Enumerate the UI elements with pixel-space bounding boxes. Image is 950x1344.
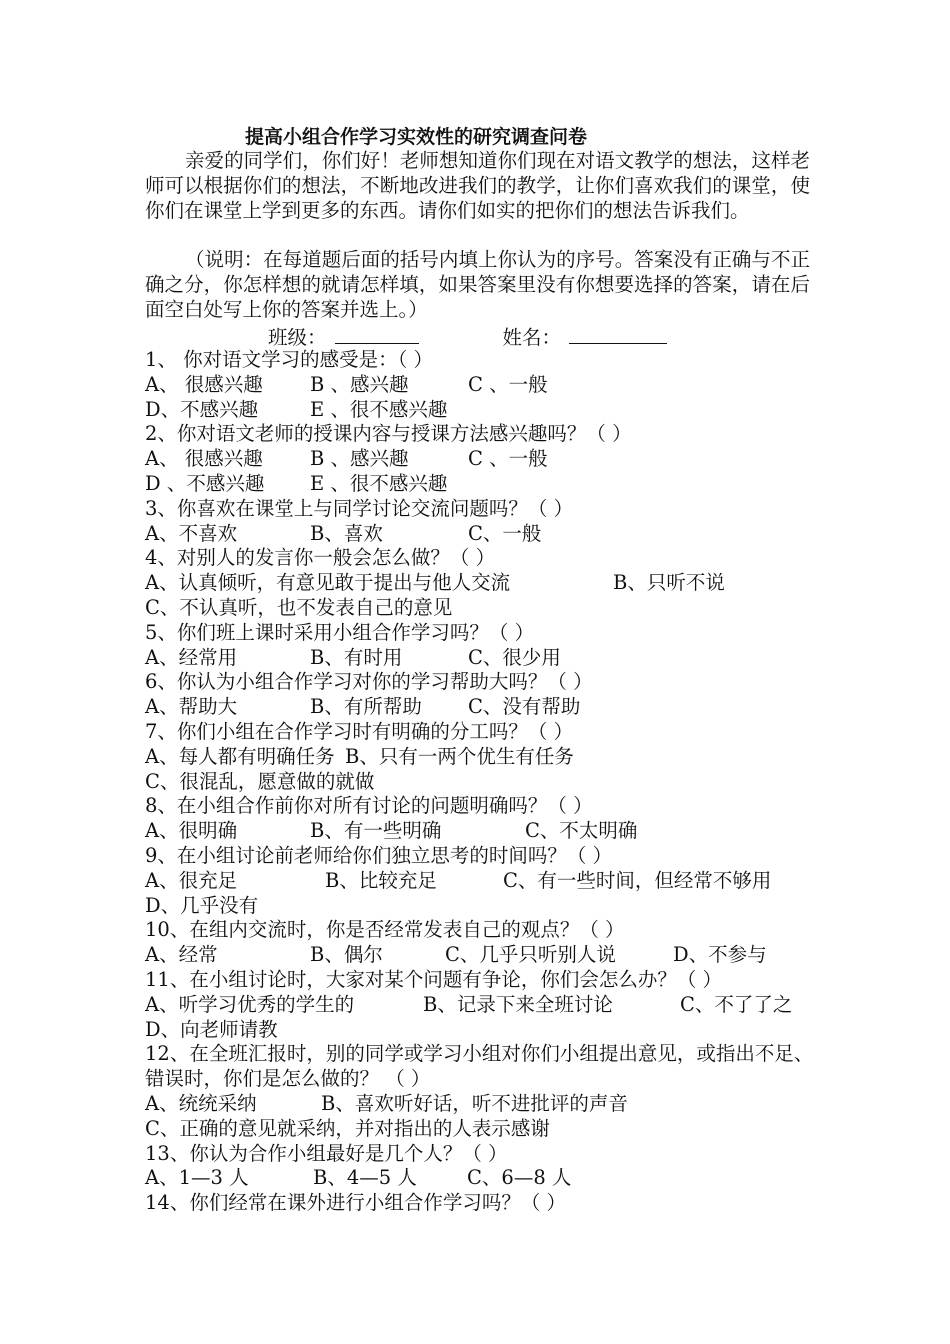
question-5: 5、你们班上课时采用小组合作学习吗？（ ） xyxy=(145,620,535,644)
answer-option: B 、感兴趣 xyxy=(310,447,409,471)
student-info-line xyxy=(268,324,667,350)
question-2: 2、你对语文老师的授课内容与授课方法感兴趣吗？（ ） xyxy=(145,422,632,446)
options-row xyxy=(145,447,825,472)
answer-option: D、几乎没有 xyxy=(145,893,259,917)
answer-option: A、认真倾听，有意见敢于提出与他人交流 xyxy=(145,571,511,595)
options-row xyxy=(145,819,825,844)
answer-option: A、统统采纳 xyxy=(145,1091,257,1115)
question-13: 13、你认为合作小组最好是几个人？（ ） xyxy=(145,1141,508,1165)
answer-option: B、偶尔 xyxy=(310,943,383,967)
class-label: 班级： xyxy=(268,326,327,349)
options-row xyxy=(145,373,825,398)
answer-option: C、不太明确 xyxy=(525,819,638,843)
options-row xyxy=(145,695,825,720)
question-7: 7、你们小组在合作学习时有明确的分工吗？（ ） xyxy=(145,719,574,743)
answer-option: C、几乎只听别人说 xyxy=(445,943,616,967)
answer-option: B、比较充足 xyxy=(325,868,437,892)
answer-option: C、不了了之 xyxy=(680,992,793,1016)
options-row xyxy=(145,596,825,621)
answer-option: C、不认真听，也不发表自己的意见 xyxy=(145,595,453,619)
instructions-note: （说明：在每道题后面的括号内填上你认为的序号。答案没有正确与不正确之分，你怎样想的就请怎样填，如果答案里没有你想要选择的答案，请在后面空白处写上你的答案并选上。） xyxy=(145,248,810,321)
answer-option: E 、很不感兴趣 xyxy=(310,471,448,495)
question-3: 3、你喜欢在课堂上与同学讨论交流问题吗？（ ） xyxy=(145,496,574,520)
answer-option: A、1—3 人 xyxy=(145,1166,249,1190)
options-row xyxy=(145,869,825,894)
options-row xyxy=(145,943,825,968)
options-row xyxy=(145,522,825,547)
answer-option: B、只有一两个优生有任务 xyxy=(345,744,574,768)
options-row xyxy=(145,1018,825,1043)
answer-option: C、正确的意见就采纳，并对指出的人表示感谢 xyxy=(145,1116,550,1140)
answer-option: A、帮助大 xyxy=(145,695,238,719)
answer-option: C 、一般 xyxy=(468,447,548,471)
question-12: 12、在全班汇报时，别的同学或学习小组对你们小组提出意见，或指出不足、错误时，你们是怎么做的？ （ ） xyxy=(145,1042,814,1091)
answer-option: A、经常用 xyxy=(145,645,238,669)
answer-option: B、有所帮助 xyxy=(310,695,422,719)
answer-option: D 、不感兴趣 xyxy=(145,471,265,495)
question-11: 11、在小组讨论时，大家对某个问题有争论，你们会怎么办？（ ） xyxy=(145,967,723,991)
question-10: 10、在组内交流时，你是否经常发表自己的观点？（ ） xyxy=(145,918,625,942)
answer-option: A、听学习优秀的学生的 xyxy=(145,992,355,1016)
answer-option: C、有一些时间，但经常不够用 xyxy=(503,868,772,892)
answer-option: C、很少用 xyxy=(468,645,561,669)
answer-option: B、有时用 xyxy=(310,645,403,669)
answer-option: A、很充足 xyxy=(145,868,238,892)
answer-option: D、不感兴趣 xyxy=(145,397,259,421)
answer-option: A、经常 xyxy=(145,943,218,967)
answer-option: C、没有帮助 xyxy=(468,695,581,719)
options-row xyxy=(145,770,825,795)
options-row xyxy=(145,1166,825,1191)
question-8: 8、在小组合作前你对所有讨论的问题明确吗？（ ） xyxy=(145,794,593,818)
answer-option: B、有一些明确 xyxy=(310,819,442,843)
name-blank[interactable] xyxy=(569,324,667,344)
answer-option: B、喜欢听好话，听不进批评的声音 xyxy=(321,1091,628,1115)
name-label: 姓名： xyxy=(502,326,562,349)
answer-option: A、不喜欢 xyxy=(145,521,238,545)
class-blank[interactable] xyxy=(335,324,419,344)
answer-option: D、向老师请教 xyxy=(145,1017,278,1041)
page-title: 提高小组合作学习实效性的研究调查问卷 xyxy=(245,126,588,148)
options-row xyxy=(145,1092,825,1117)
answer-option: C 、一般 xyxy=(468,372,548,396)
options-row xyxy=(145,1117,825,1142)
question-list xyxy=(145,348,825,1216)
answer-option: B、喜欢 xyxy=(310,521,383,545)
options-row xyxy=(145,398,825,423)
answer-option: B 、感兴趣 xyxy=(310,372,409,396)
options-row xyxy=(145,646,825,671)
answer-option: A、 很感兴趣 xyxy=(145,372,263,396)
answer-option: C、6—8 人 xyxy=(467,1166,572,1190)
answer-option: B、记录下来全班讨论 xyxy=(423,992,613,1016)
question-14: 14、你们经常在课外进行小组合作学习吗？（ ） xyxy=(145,1191,567,1215)
answer-option: A、每人都有明确任务 xyxy=(145,744,335,768)
answer-option: B、只听不说 xyxy=(613,571,725,595)
answer-option: C、一般 xyxy=(468,521,542,545)
options-row xyxy=(145,571,825,596)
question-1: 1、 你对语文学习的感受是：（ ） xyxy=(145,348,434,371)
answer-option: C、很混乱，愿意做的就做 xyxy=(145,769,375,793)
intro-paragraph: 亲爱的同学们，你们好！老师想知道你们现在对语文教学的想法，这样老师可以根据你们的想法，不断地改进我们的教学，让你们喜欢我们的课堂，使你们在课堂上学到更多的东西。请你们如实的把你们的想法告诉我们。 xyxy=(145,149,810,222)
question-4: 4、对别人的发言你一般会怎么做？（ ） xyxy=(145,546,496,570)
question-9: 9、在小组讨论前老师给你们独立思考的时间吗？（ ） xyxy=(145,843,613,867)
answer-option: A、 很感兴趣 xyxy=(145,447,263,471)
question-6: 6、你认为小组合作学习对你的学习帮助大吗？（ ） xyxy=(145,670,593,694)
answer-option: A、很明确 xyxy=(145,819,238,843)
answer-option: D、不参与 xyxy=(673,943,767,967)
options-row xyxy=(145,894,825,919)
options-row xyxy=(145,993,825,1018)
answer-option: B、4—5 人 xyxy=(313,1166,417,1190)
options-row xyxy=(145,472,825,497)
answer-option: E 、很不感兴趣 xyxy=(310,397,448,421)
options-row xyxy=(145,745,825,770)
